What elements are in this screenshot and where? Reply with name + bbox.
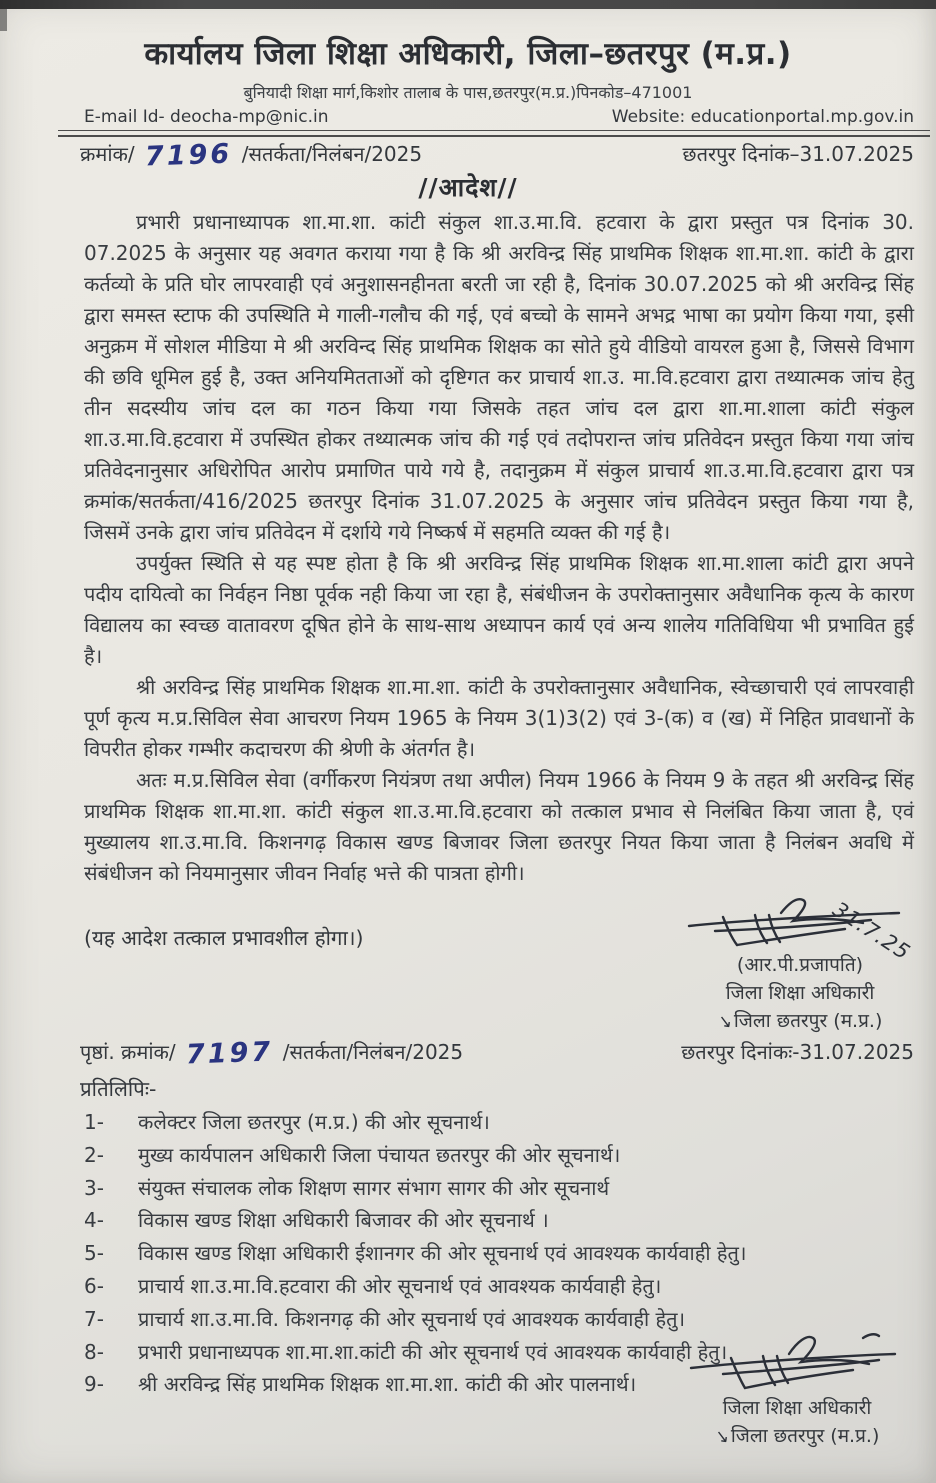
endorsement-number [80, 1036, 464, 1071]
handwritten-endorsement-number: 7197 [185, 1036, 274, 1071]
recipient-text: विकास खण्ड शिक्षा अधिकारी बिजावर की ओर सूचनार्थ । [138, 1208, 549, 1233]
recipient-number: 1- [84, 1110, 104, 1134]
recipient-number: 5- [84, 1241, 104, 1266]
bottom-signatory-place [672, 1422, 922, 1451]
effective-note: (यह आदेश तत्काल प्रभावशील होगा।) [84, 926, 364, 950]
reference-suffix: /सतर्कता/निलंबन/2025 [241, 142, 423, 166]
order-paragraph: श्री अरविन्द्र सिंह प्राथमिक शिक्षक शा.मा.शा. कांटी के उपरोक्तानुसार अवैधानिक, स्वेच्छाचारी एवं लापरवाही पूर्ण कृत्य म.प्र.सिविल सेवा आचरण नियम 1965 के नियम 3(1)3(2) एवं 3-(क) व (ख) में निहित प्रावधानों के विपरीत होकर गम्भीर कदाचरण की श्रेणी के अंतर्गत है। [84, 675, 914, 761]
recipient-row [84, 1270, 864, 1303]
header-rule-thick [58, 135, 930, 137]
reference-number [80, 138, 423, 173]
signatory-place-text: जिला छतरपुर (म.प्र.) [733, 1010, 883, 1032]
pen-arrow-icon: ↘ [713, 1426, 731, 1448]
recipient-number: 9- [84, 1372, 104, 1397]
office-title: कार्यालय जिला शिक्षा अधिकारी, जिला–छतरपुर (म.प्र.) [144, 36, 792, 72]
reference-prefix: क्रमांक/ [80, 142, 135, 166]
recipient-text: प्राचार्य शा.उ.मा.वि.हटवारा की ओर सूचनार्थ एवं आवश्यक कार्यवाही हेतु। [138, 1273, 662, 1298]
signing-authority-block [680, 893, 920, 1036]
recipient-text: संयुक्त संचालक लोक शिक्षण सागर संभाग सागर की ओर सूचनार्थ [138, 1175, 610, 1200]
endorsement-row [80, 1036, 914, 1071]
endorsement-place-date: छतरपुर दिनांकः-31.07.2025 [681, 1040, 914, 1064]
order-heading: //आदेश// [418, 173, 518, 202]
signatory-name: (आर.पी.प्रजापति) [736, 954, 864, 976]
recipient-row [84, 1204, 864, 1237]
email-text: E-mail Id- deocha-mp@nic.in [84, 107, 329, 127]
handwritten-sign-date: 31.7.25 [828, 897, 915, 965]
order-paragraph: प्रभारी प्रधानाध्यापक शा.मा.शा. कांटी संकुल शा.उ.मा.वि. हटवारा के द्वारा प्रस्तुत पत्र दिनांक 30. 07.2025 के अनुसार यह अवगत कराया गया है कि श्री अरविन्द्र सिंह प्राथमिक शिक्षक शा.मा.शा. कांटी के द्वारा कर्तव्यो के प्रति घोर लापरवाही एवं अनुशासनहीनता बरती जा रही है, दिनांक 30.07.2025 को श्री अरविन्द्र सिंह द्वारा समस्त स्टाफ की उपस्थिति मे गाली-गलौच की गई, एवं बच्चो के सामने अभद्र भाषा का प्रयोग किया गया, इसी अनुक्रम में सोशल मीडिया मे श्री अरविन्द सिंह प्राथमिक शिक्षक का सोते हुये वीडियो वायरल हुआ है, जिससे विभाग की छवि धूमिल हुई है, उक्त अनियमितताओं को दृष्टिगत कर प्राचार्य शा.उ. मा.वि.हटवारा द्वारा तथ्यात्मक जांच हेतु तीन सदस्यीय जांच दल का गठन किया गया जिसके तहत जांच दल द्वारा शा.मा.शाला कांटी संकुल शा.उ.मा.वि.हटवारा में उपस्थित होकर तथ्यात्मक जांच की गई एवं तदोपरान्त जांच प्रतिवेदन प्रस्तुत किया गया जांच प्रतिवेदनानुसार अधिरोपित आरोप प्रमाणित पाये गये है, तदानुक्रम में संकुल प्राचार्य शा.उ.मा.वि.हटवारा द्वारा पत्र क्रमांक/सतर्कता/416/2025 छतरपुर दिनांक 31.07.2025 के अनुसार जांच प्रतिवेदन प्रस्तुत किया गया है, जिसमें उनके द्वारा जांच प्रतिवेदन में दर्शाये गये निष्कर्ष में सहमति व्यक्त की गई है। [84, 210, 914, 544]
contact-row [84, 107, 914, 127]
recipient-number: 3- [84, 1175, 104, 1200]
pen-arrow-icon: ↘ [716, 1011, 734, 1033]
order-paragraph: उपर्युक्त स्थिति से यह स्पष्ट होता है कि श्री अरविन्द्र सिंह प्राथमिक शिक्षक शा.मा.शाला कांटी द्वारा अपने पदीय दायित्वो का निर्वहन निष्ठा पूर्वक नही किया जा रहा है, संबंधीजन के उपरोक्तानुसार अवैधानिक कृत्य के कारण विद्यालय का स्वच्छ वातावरण दूषित होने के साथ-साथ अध्यापन कार्य एवं अन्य शालेय गतिविधिया भी प्रभावित हुई है। [84, 551, 914, 668]
recipient-number: 4- [84, 1208, 104, 1233]
signature-bottom-mark [687, 1328, 907, 1394]
scan-top-edge [0, 0, 936, 9]
scan-left-edge [0, 9, 7, 31]
recipient-text: कलेक्टर जिला छतरपुर (म.प्र.) की ओर सूचनार्थ। [138, 1110, 490, 1134]
bottom-signatory-place-text: जिला छतरपुर (म.प्र.) [730, 1425, 880, 1447]
recipient-row [84, 1139, 864, 1172]
recipient-row [84, 1172, 864, 1205]
bottom-signature-block [672, 1328, 922, 1451]
recipient-text: प्रभारी प्रधानाध्यपक शा.मा.शा.कांटी की ओर सूचनार्थ एवं आवश्यक कार्यवाही हेतु। [138, 1339, 728, 1364]
header-rule-thin [58, 130, 930, 131]
endorsement-suffix: /सतर्कता/निलंबन/2025 [282, 1040, 464, 1064]
recipient-text: मुख्य कार्यपालन अधिकारी जिला पंचायत छतरपुर की ओर सूचनार्थ। [138, 1142, 621, 1167]
reference-place-date: छतरपुर दिनांक–31.07.2025 [682, 142, 914, 166]
office-address: बुनियादी शिक्षा मार्ग,किशोर तालाब के पास,छतरपुर(म.प्र.)पिनकोड–471001 [243, 83, 693, 102]
recipient-number: 2- [84, 1142, 104, 1167]
recipient-row [84, 1237, 864, 1270]
order-body [84, 207, 914, 889]
signatory-place [680, 1007, 920, 1036]
bottom-signatory-designation: जिला शिक्षा अधिकारी [722, 1397, 872, 1419]
recipient-number: 7- [84, 1306, 104, 1331]
recipient-row [84, 1106, 864, 1139]
recipient-text: प्राचार्य शा.उ.मा.वि. किशनगढ़ की ओर सूचनार्थ एवं आवश्यक कार्यवाही हेतु। [138, 1306, 686, 1331]
signatory-designation: जिला शिक्षा अधिकारी [725, 982, 875, 1004]
recipient-text: श्री अरविन्द्र सिंह प्राथमिक शिक्षक शा.मा.शा. कांटी की ओर पालनार्थ। [138, 1372, 637, 1397]
recipient-text: विकास खण्ड शिक्षा अधिकारी ईशानगर की ओर सूचनार्थ एवं आवश्यक कार्यवाही हेतु। [138, 1241, 747, 1266]
copy-to-label: प्रतिलिपिः- [80, 1077, 157, 1101]
recipient-number: 8- [84, 1339, 104, 1364]
website-text: Website: educationportal.mp.gov.in [611, 107, 914, 127]
recipient-number: 6- [84, 1273, 104, 1298]
order-paragraph: अतः म.प्र.सिविल सेवा (वर्गीकरण नियंत्रण तथा अपील) नियम 1966 के नियम 9 के तहत श्री अरविन्द्र सिंह प्राथमिक शिक्षक शा.मा.शा. कांटी संकुल शा.उ.मा.वि.हटवारा को तत्काल प्रभाव से निलंबित किया जाता है, एवं मुख्यालय शा.उ.मा.वि. किशनगढ़ विकास खण्ड बिजावर जिला छतरपुर नियत किया जाता है निलंबन अवधि में संबंधीजन को नियमानुसार जीवन निर्वाह भत्ते की पात्रता होगी। [84, 768, 914, 885]
endorsement-prefix: पृष्ठां. क्रमांक/ [80, 1040, 176, 1064]
reference-row [80, 138, 914, 173]
handwritten-ref-number: 7196 [144, 138, 233, 173]
